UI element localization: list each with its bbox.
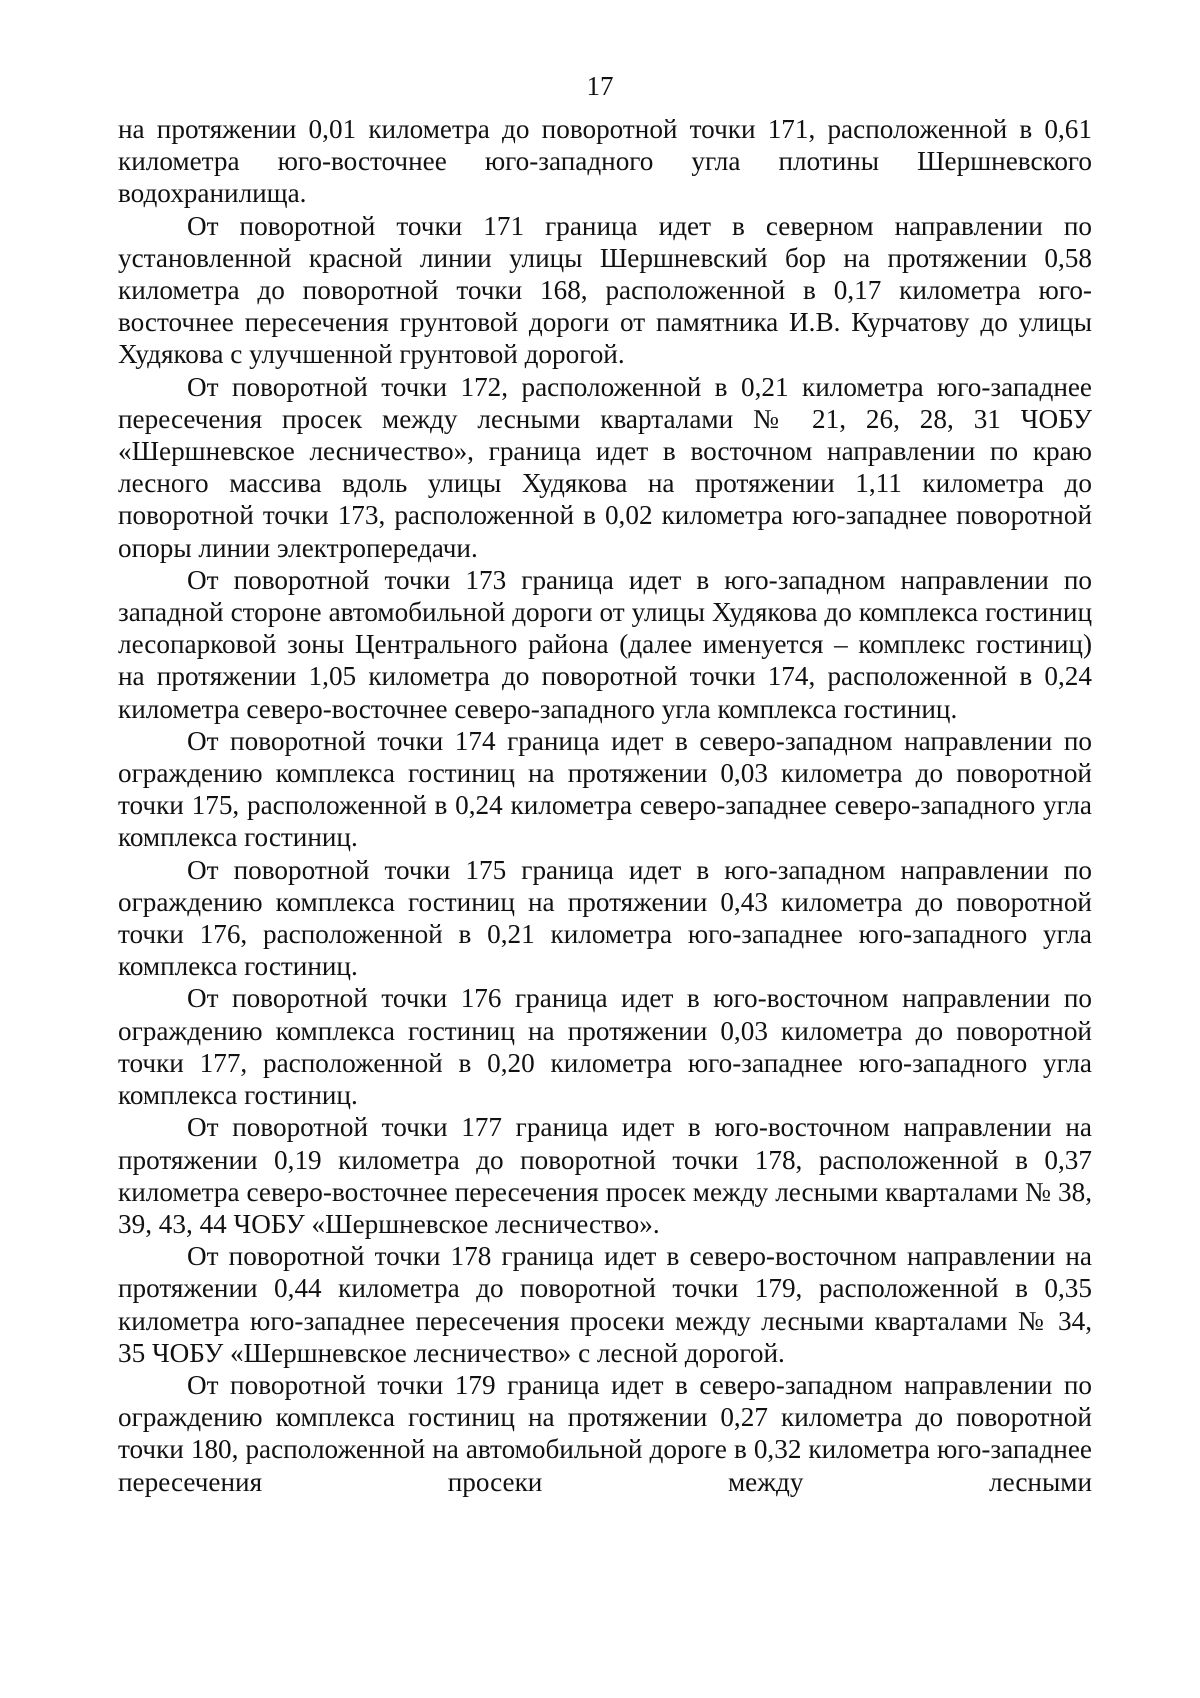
paragraph-3: От поворотной точки 172, расположенной в 0,21 километра юго-западнее пересечения просек между лесными кварталами № 21, 26, 28, 31 ЧОБУ «Шершневское лесничество», граница идет в восточном направлении по краю лесного массива вдоль улицы Худякова на протяжении 1,11 километра до поворотной точки 173, расположенной в 0,02 километра юго-западнее поворотной опоры линии электропередачи. <box>118 371 1092 563</box>
paragraph-7: От поворотной точки 176 граница идет в юго-восточном направлении по ограждению комплекса гостиниц на протяжении 0,03 километра до поворотной точки 177, расположенной в 0,20 километра юго-западнее юго-западного угла комплекса гостиниц. <box>118 983 1092 1111</box>
paragraph-1: на протяжении 0,01 километра до поворотной точки 171, расположенной в 0,61 километра юго-восточнее юго-западного угла плотины Шершневского водохранилища. <box>118 114 1092 209</box>
paragraph-6: От поворотной точки 175 граница идет в юго-западном направлении по ограждению комплекса гостиниц на протяжении 0,43 километра до поворотной точки 176, расположенной в 0,21 километра юго-западнее юго-западного угла комплекса гостиниц. <box>118 854 1092 982</box>
paragraph-2: От поворотной точки 171 граница идет в северном направлении по установленной красной линии улицы Шершневский бор на протяжении 0,58 километра до поворотной точки 168, расположенной в 0,17 километра юго-восточнее пересечения грунтовой дороги от памятника И.В. Курчатову до улицы Худякова с улучшенной грунтовой дорогой. <box>118 210 1092 370</box>
paragraph-4: От поворотной точки 173 граница идет в юго-западном направлении по западной стороне автомобильной дороги от улицы Худякова до комплекса гостиниц лесопарковой зоны Центрального района (далее именуется – комплекс гостиниц) на протяжении 1,05 километра до поворотной точки 174, расположенной в 0,24 километра северо-восточнее северо-западного угла комплекса гостиниц. <box>118 564 1092 724</box>
paragraph-9: От поворотной точки 178 граница идет в северо-восточном направлении на протяжении 0,44 километра до поворотной точки 179, расположенной в 0,35 километра юго-западнее пересечения просеки между лесными кварталами № 34, 35 ЧОБУ «Шершневское лесничество» с лесной дорогой. <box>118 1241 1092 1368</box>
page-number: 17 <box>586 71 614 101</box>
paragraph-10: От поворотной точки 179 граница идет в северо-западном направлении по ограждению комплекса гостиниц на протяжении 0,27 километра до поворотной точки 180, расположенной на автомобильной дороге в 0,32 километра юго-западнее пересечения просеки между лесными <box>118 1369 1092 1497</box>
paragraph-5: От поворотной точки 174 граница идет в северо-западном направлении по ограждению комплекса гостиниц на протяжении 0,03 километра до поворотной точки 175, расположенной в 0,24 километра северо-западнее северо-западного угла комплекса гостиниц. <box>118 725 1092 853</box>
paragraph-8: От поворотной точки 177 граница идет в юго-восточном направлении на протяжении 0,19 километра до поворотной точки 178, расположенной в 0,37 километра северо-восточнее пересечения просек между лесными кварталами № 38, 39, 43, 44 ЧОБУ «Шершневское лесничество». <box>118 1112 1092 1239</box>
document-body <box>118 113 1092 1498</box>
